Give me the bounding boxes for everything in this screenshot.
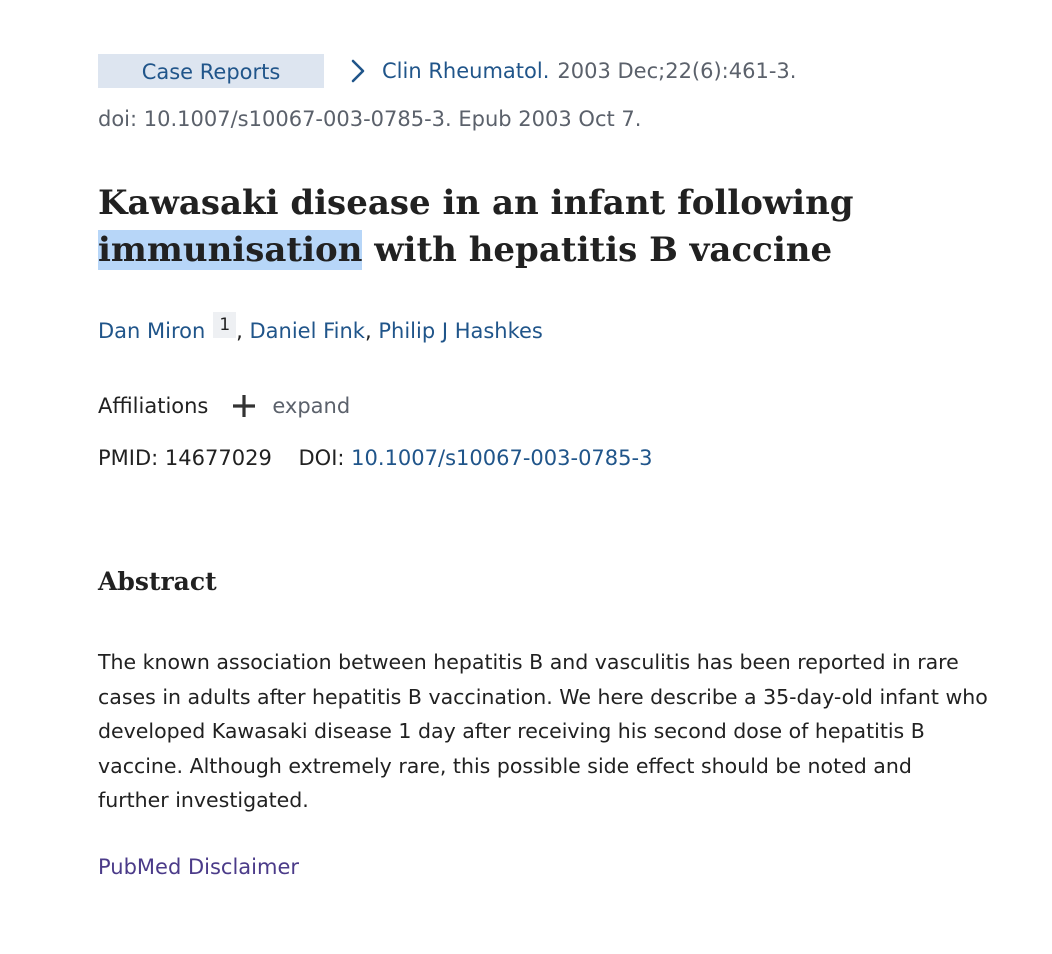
author-link[interactable]: Dan Miron (98, 319, 206, 343)
citation-details: 2003 Dec;22(6):461-3. (557, 59, 797, 83)
abstract-heading: Abstract (98, 567, 217, 596)
affiliation-ref[interactable]: 1 (213, 312, 236, 338)
citation-row (98, 54, 796, 88)
title-text-start: Kawasaki disease in an infant following (98, 183, 854, 223)
pubmed-disclaimer-link[interactable]: PubMed Disclaimer (98, 855, 300, 879)
expand-affiliations-button[interactable]: expand (272, 394, 351, 418)
author-separator: , (236, 319, 250, 343)
title-selected-word: immunisation (98, 230, 363, 270)
affiliations-row (98, 392, 350, 420)
authors-list (98, 312, 543, 343)
pmid-label: PMID: (98, 446, 159, 470)
author-link[interactable]: Daniel Fink (249, 319, 365, 343)
journal-link[interactable]: Clin Rheumatol. (382, 59, 550, 83)
affiliations-label: Affiliations (98, 394, 209, 418)
abstract-text: The known association between hepatitis B and vasculitis has been reported in rare cases in adults after hepatitis B vaccination. We here describe a 35-day-old infant who developed Kawasaki disease 1 day after receiving his second dose of hepatitis B vaccine. Although extremely rare, this possible side effect should be noted and further investigated. (98, 650, 988, 812)
plus-icon[interactable] (230, 392, 258, 420)
author-link[interactable]: Philip J Hashkes (378, 319, 543, 343)
pmid-value: 14677029 (164, 446, 272, 470)
page-title (98, 180, 978, 274)
identifiers-row (98, 446, 652, 470)
id-spacer (272, 446, 299, 470)
doi-link[interactable]: 10.1007/s10067-003-0785-3 (351, 446, 653, 470)
title-text-end: with hepatitis B vaccine (362, 230, 833, 270)
author-separator: , (364, 319, 379, 343)
chevron-right-icon[interactable] (348, 59, 368, 83)
doi-epub-line: doi: 10.1007/s10067-003-0785-3. Epub 2003 Oct 7. (98, 107, 642, 131)
publication-type-badge[interactable]: Case Reports (98, 54, 324, 88)
doi-label: DOI: (298, 446, 345, 470)
